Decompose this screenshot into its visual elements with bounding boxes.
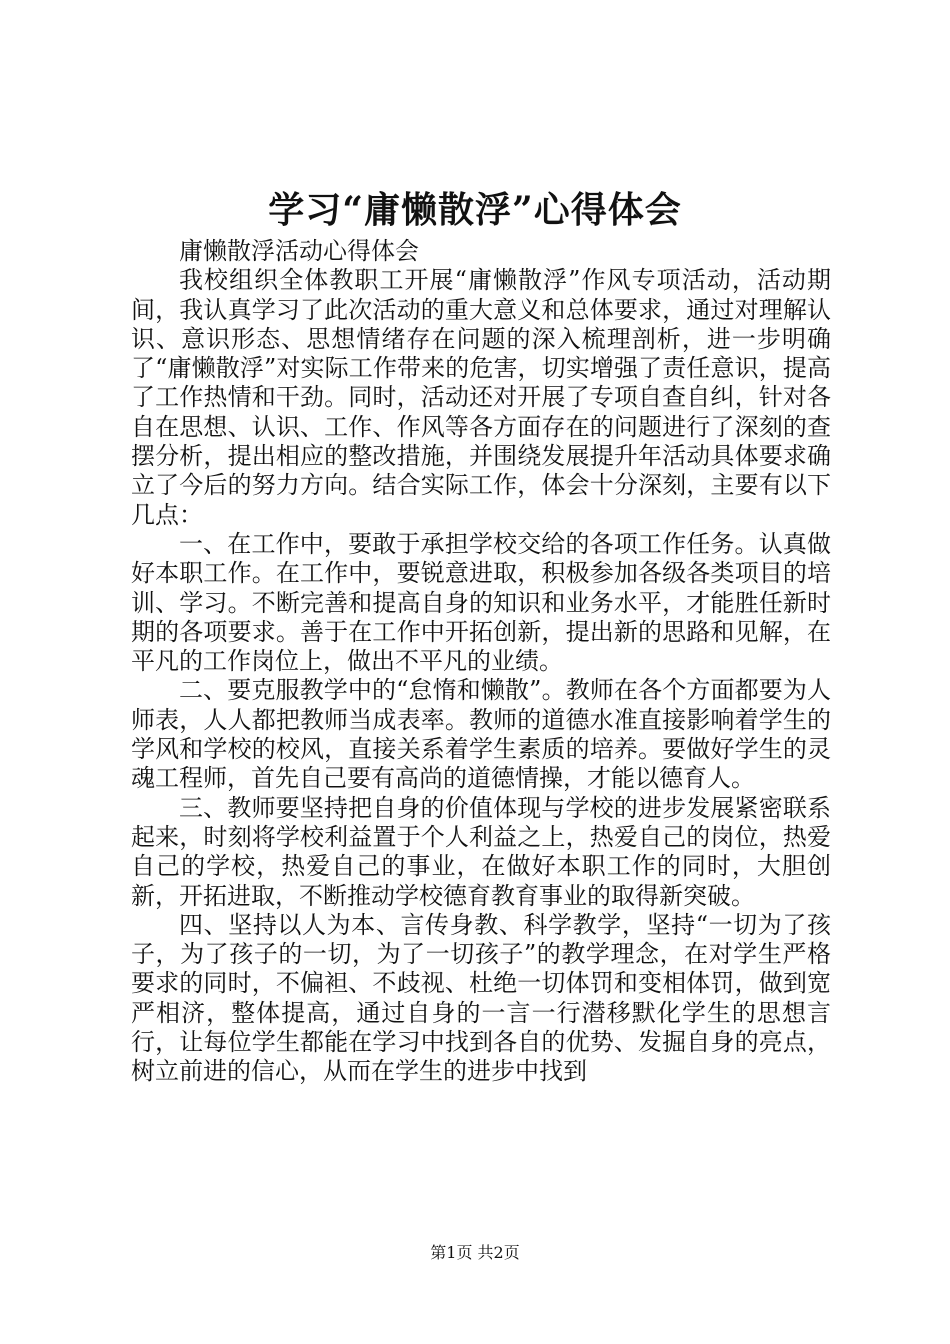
intro-paragraph: 我校组织全体教职工开展“庸懒散浮”作风专项活动，活动期间，我认真学习了此次活动的重大意义和总体要求，通过对理解认识、意识形态、思想情绪存在问题的深入梳理剖析，进一步明确了“庸懒散浮”对实际工作带来的危害，切实增强了责任意识，提高了工作热情和干劲。同时，活动还对开展了专项自查自纠，针对各自在思想、认识、工作、作风等各方面存在的问题进行了深刻的查摆分析，提出相应的整改措施，并围绕发展提升年活动具体要求确立了今后的努力方向。结合实际工作，体会十分深刻，主要有以下几点： (131, 266, 831, 529)
document-title: 学习“庸懒散浮”心得体会 (268, 189, 682, 231)
page-number-footer: 第1页 共2页 (430, 1243, 520, 1262)
subtitle-paragraph: 庸懒散浮活动心得体会 (179, 237, 419, 265)
point-one-paragraph: 一、在工作中，要敢于承担学校交给的各项工作任务。认真做好本职工作。在工作中，要锐意进取，积极参加各级各类项目的培训、学习。不断完善和提高自身的知识和业务水平，才能胜任新时期的各项要求。善于在工作中开拓创新，提出新的思路和见解，在平凡的工作岗位上，做出不平凡的业绩。 (131, 529, 831, 676)
point-two-paragraph: 二、要克服教学中的“怠惰和懒散”。教师在各个方面都要为人师表，人人都把教师当成表率。教师的道德水准直接影响着学生的学风和学校的校风，直接关系着学生素质的培养。要做好学生的灵魂工程师，首先自己要有高尚的道德情操，才能以德育人。 (131, 676, 831, 793)
document-body (131, 237, 831, 1087)
point-three-paragraph: 三、教师要坚持把自身的价值体现与学校的进步发展紧密联系起来，时刻将学校利益置于个人利益之上，热爱自己的岗位，热爱自己的学校，热爱自己的事业，在做好本职工作的同时，大胆创新，开拓进取，不断推动学校德育教育事业的取得新突破。 (131, 793, 831, 910)
point-four-paragraph: 四、坚持以人为本、言传身教、科学教学，坚持“一切为了孩子，为了孩子的一切，为了一切孩子”的教学理念，在对学生严格要求的同时，不偏袒、不歧视、杜绝一切体罚和变相体罚，做到宽严相济，整体提高，通过自身的一言一行潜移默化学生的思想言行，让每位学生都能在学习中找到各自的优势、发掘自身的亮点，树立前进的信心，从而在学生的进步中找到 (131, 910, 831, 1086)
